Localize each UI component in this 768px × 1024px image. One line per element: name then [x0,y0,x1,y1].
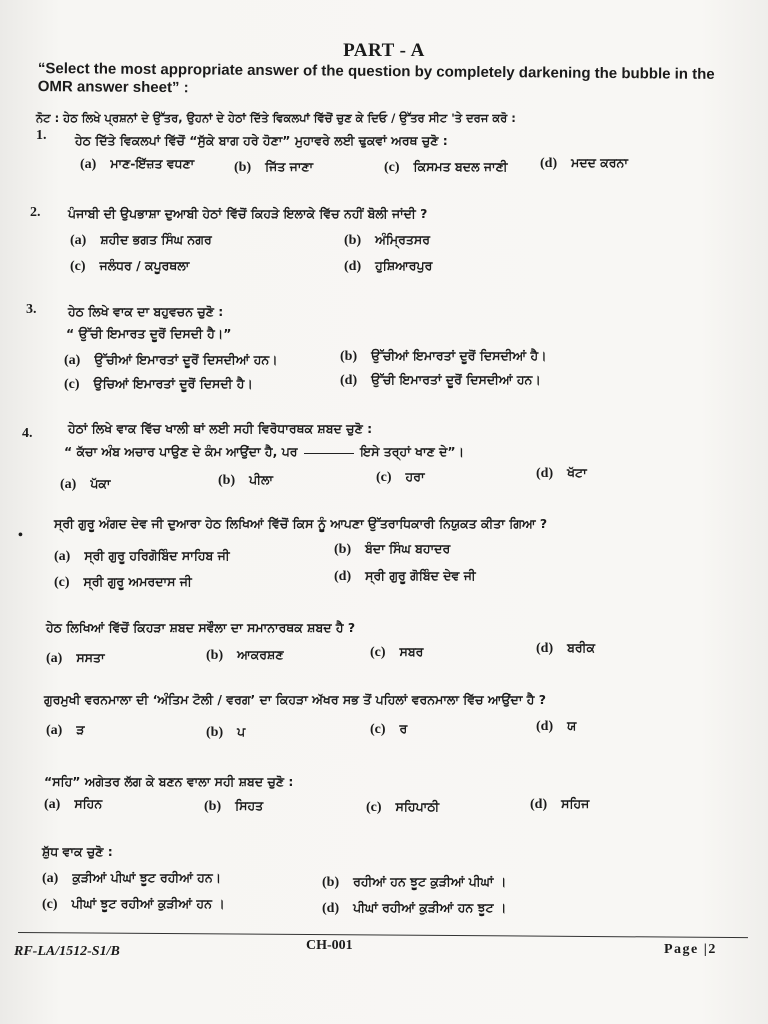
option-label: (b) [206,725,224,740]
option-label: (c) [366,800,382,815]
option-b[interactable] [218,472,273,489]
option-text: ਉੱਚੀਆਂ ਇਮਾਰਤਾਂ ਦੂਰੋਂ ਦਿਸਦੀਆਂ ਹੈ। [371,348,547,363]
option-b[interactable] [206,647,283,664]
option-label: (d) [322,901,340,916]
option-text: ਬਰੀਕ [567,640,595,655]
option-text: ਸਸਤਾ [76,650,105,665]
option-b[interactable] [322,874,506,891]
option-label: (d) [344,259,362,274]
option-label: (a) [46,651,63,666]
option-text: ਹੁਸ਼ਿਆਰਪੁਰ [375,258,433,273]
question-text: “ਸਹਿ” ਅਗੇਤਰ ਲੱਗ ਕੇ ਬਣਨ ਵਾਲਾ ਸਹੀ ਸ਼ਬਦ ਚੁਣੋ : [44,774,294,789]
option-text: ਸ੍ਰੀ ਗੁਰੂ ਹਰਿਗੋਬਿੰਦ ਸਾਹਿਬ ਜੀ [84,548,230,563]
option-text: ਸ੍ਰੀ ਗੁਰੂ ਅਮਰਦਾਸ ਜੀ [83,574,192,589]
option-label: (b) [340,349,358,364]
question-number: 3. [26,302,37,317]
sentence-start: “ ਕੱਚਾ ਅੰਬ ਅਚਾਰ ਪਾਉਣ ਦੇ ਕੰਮ ਆਉਂਦਾ ਹੈ, ਪਰ [64,444,298,459]
option-c[interactable] [54,574,192,591]
instruction-punjabi: ਨੋਟ : ਹੇਠ ਲਿਖੇ ਪ੍ਰਸ਼ਨਾਂ ਦੇ ਉੱਤਰ, ਉਹਨਾਂ ਦੇ ਹੇਠਾਂ ਦਿੱਤੇ ਵਿਕਲਪਾਂ ਵਿੱਚੋਂ ਚੁਣ ਕੇ ਦਿਓ / ਉੱਤਰ ਸੀਟ 'ਤੇ ਦਰਜ ਕਰੋ : [36,111,516,125]
option-a[interactable] [80,156,194,173]
option-label: (d) [536,719,554,734]
option-label: (c) [54,575,70,590]
option-label: (b) [204,799,222,814]
option-label: (b) [344,233,362,248]
option-text: ਬੰਦਾ ਸਿੰਘ ਬਹਾਦਰ [365,541,451,556]
option-text: ਖੱਟਾ [567,465,587,480]
option-a[interactable] [54,548,230,565]
option-a[interactable] [60,476,111,493]
option-text: ਰ [399,721,408,736]
option-label: (b) [234,160,252,175]
option-text: ਰਹੀਆਂ ਹਨ ਝੂਟ ਕੁੜੀਆਂ ਪੀਘਾਂ । [353,874,507,889]
question-text: ਗੁਰਮੁਖੀ ਵਰਨਮਾਲਾ ਦੀ ‘ਅੰਤਿਮ ਟੋਲੀ / ਵਰਗ’ ਦਾ ਕਿਹੜਾ ਅੱਖਰ ਸਭ ਤੋਂ ਪਹਿਲਾਂ ਵਰਨਮਾਲਾ ਵਿੱਚ ਆਉਂਦਾ ਹੈ ? [44,692,547,707]
option-d[interactable] [540,155,628,172]
sentence-end: ਇਸੇ ਤਰ੍ਹਾਂ ਖਾਣ ਦੇ”। [360,444,465,459]
instruction-english: “Select the most appropriate answer of the question by completely darkening the bubble in the OMR answer sheet” : [37,60,715,97]
question-number: 2. [30,205,41,220]
option-label: (a) [44,797,61,812]
option-d[interactable] [322,900,506,917]
option-text: ਕਿਸਮਤ ਬਦਲ ਜਾਣੀ [413,159,508,174]
option-label: (b) [322,875,340,890]
option-text: ਸਹਿਜ [561,796,590,811]
option-b[interactable] [340,348,547,365]
question-text: ਹੇਠਾਂ ਲਿਖੇ ਵਾਕ ਵਿੱਚ ਖਾਲੀ ਥਾਂ ਲਈ ਸਹੀ ਵਿਰੋਧਾਰਥਕ ਸ਼ਬਦ ਚੁਣੋ : [68,421,373,436]
option-c[interactable] [42,896,225,913]
option-label: (c) [64,377,80,392]
option-text: ਉੱਚੀ ਇਮਾਰਤਾਂ ਦੂਰੋਂ ਦਿਸਦੀਆਂ ਹਨ। [371,372,541,387]
option-d[interactable] [340,372,541,389]
option-d[interactable] [334,568,476,585]
option-text: ਜਿੱਤ ਜਾਣਾ [265,159,314,174]
footer-center-code: CH-001 [306,938,353,953]
option-text: ਕੁੜੀਆਂ ਪੀਘਾਂ ਝੂਟ ਰਹੀਆਂ ਹਨ। [72,870,222,885]
question-text: ਪੰਜਾਬੀ ਦੀ ਉਪਭਾਸ਼ਾ ਦੁਆਬੀ ਹੇਠਾਂ ਵਿੱਚੋਂ ਕਿਹੜੇ ਇਲਾਕੇ ਵਿੱਚ ਨਹੀਂ ਬੋਲੀ ਜਾਂਦੀ ? [68,206,428,221]
option-label: (a) [46,723,63,738]
option-text: ਸਹਿਪਾਠੀ [395,799,440,814]
question-text: ਹੇਠ ਲਿਖਿਆਂ ਵਿੱਚੋਂ ਕਿਹੜਾ ਸ਼ਬਦ ਸਵੌਲਾ ਦਾ ਸਮਾਨਾਰਥਕ ਸ਼ਬਦ ਹੈ ? [46,620,356,635]
option-text: ਉੱਚੀਆਂ ਇਮਾਰਤਾਂ ਦੂਰੋਂ ਦਿਸਦੀਆਂ ਹਨ। [94,352,278,367]
option-label: (a) [60,477,77,492]
option-label: (c) [42,897,58,912]
option-label: (d) [530,797,548,812]
option-label: (d) [536,641,554,656]
option-text: ਮਾਣ-ਇੱਜ਼ਤ ਵਧਣਾ [110,156,195,171]
option-text: ਪੱਕਾ [90,476,111,491]
option-c[interactable] [370,644,423,661]
option-label: (d) [540,156,558,171]
footer-divider [18,932,748,938]
option-a[interactable] [46,650,105,667]
option-b[interactable] [334,541,450,558]
option-a[interactable] [70,232,212,249]
option-b[interactable] [344,232,430,249]
option-label: (d) [340,373,358,388]
option-b[interactable] [206,724,245,741]
option-label: (c) [370,722,386,737]
question-number: 4. [22,426,33,441]
option-label: (b) [206,648,224,663]
option-d[interactable] [536,465,587,482]
option-text: ਪ [237,724,246,739]
option-text: ਸ਼ਹੀਦ ਭਗਤ ਸਿੰਘ ਨਗਰ [100,232,212,247]
footer-page-number: Page |2 [664,942,717,957]
option-a[interactable] [64,352,278,369]
option-text: ਪੀਲਾ [249,472,273,487]
option-text: ਸ੍ਰੀ ਗੁਰੂ ਗੋਬਿੰਦ ਦੇਵ ਜੀ [365,568,476,583]
option-label: (b) [334,542,352,557]
option-c[interactable] [384,159,508,176]
question-sentence [64,444,464,460]
option-text: ਆਕਰਸ਼ਣ [237,647,284,662]
option-label: (d) [536,466,554,481]
option-text: ਪੀਘਾਂ ਰਹੀਆਂ ਕੁੜੀਆਂ ਹਨ ਝੂਟ । [353,900,507,915]
option-label: (a) [54,549,71,564]
option-d[interactable] [536,640,595,657]
question-text: ਹੇਠ ਲਿਖੇ ਵਾਕ ਦਾ ਬਹੁਵਚਨ ਚੁਣੋ : [68,304,224,319]
question-number: • [18,528,23,543]
option-text: ਉਚਿਆਂ ਇਮਾਰਤਾਂ ਦੂਰੋਂ ਦਿਸਦੀ ਹੈ। [93,376,253,391]
question-text: ਹੇਠ ਦਿੱਤੇ ਵਿਕਲਪਾਂ ਵਿੱਚੋਂ “ਸੁੱਕੇ ਬਾਗ ਹਰੇ ਹੋਣਾ” ਮੁਹਾਵਰੇ ਲਈ ਢੁਕਵਾਂ ਅਰਥ ਚੁਣੋ : [75,133,448,148]
option-label: (c) [376,470,392,485]
option-label: (a) [42,871,59,886]
option-d[interactable] [530,796,589,813]
option-label: (c) [70,259,86,274]
option-c[interactable] [64,376,253,393]
option-text: ਮਦਦ ਕਰਨਾ [571,155,628,170]
option-label: (d) [334,569,352,584]
option-label: (c) [370,645,386,660]
option-text: ਸਬਰ [399,644,424,659]
question-number: 1. [36,128,47,143]
option-text: ੜ [76,722,85,737]
option-label: (c) [384,160,400,175]
option-a[interactable] [44,796,102,813]
option-label: (a) [64,353,81,368]
footer-paper-code: RF-LA/1512-S1/B [14,944,120,959]
question-text: ਸ਼ੁੱਧ ਵਾਕ ਚੁਣੋ : [42,844,113,859]
option-text: ਹਰਾ [405,469,425,484]
option-text: ਅੰਮ੍ਰਿਤਸਰ [375,232,430,247]
question-sentence: “ ਉੱਚੀ ਇਮਾਰਤ ਦੂਰੋਂ ਦਿਸਦੀ ਹੈ।” [66,326,232,341]
option-label: (a) [80,157,97,172]
option-text: ਪੀਘਾਂ ਝੂਟ ਰਹੀਆਂ ਕੁੜੀਆਂ ਹਨ । [71,896,225,911]
fill-blank [304,453,354,454]
page-title: PART - A [343,40,425,61]
option-b[interactable] [234,159,313,176]
question-text: ਸ੍ਰੀ ਗੁਰੂ ਅੰਗਦ ਦੇਵ ਜੀ ਦੁਆਰਾ ਹੇਠ ਲਿਖਿਆਂ ਵਿੱਚੋਂ ਕਿਸ ਨੂੰ ਆਪਣਾ ਉੱਤਰਾਧਿਕਾਰੀ ਨਿਯੁਕਤ ਕੀਤਾ ਗਿਆ ? [54,516,548,531]
option-text: ਜਲੰਧਰ / ਕਪੂਰਥਲਾ [99,258,190,273]
option-d[interactable] [536,718,576,735]
option-label: (b) [218,473,236,488]
option-c[interactable] [70,258,189,275]
option-a[interactable] [46,722,85,739]
option-b[interactable] [204,798,263,815]
option-c[interactable] [366,799,439,816]
option-d[interactable] [344,258,432,275]
option-text: ਸਹਿਨ [74,796,103,811]
option-c[interactable] [376,469,425,486]
option-a[interactable] [42,870,221,887]
option-label: (a) [70,233,87,248]
option-c[interactable] [370,721,407,738]
option-text: ਯ [567,718,577,733]
option-text: ਸਿਹਤ [235,798,264,813]
